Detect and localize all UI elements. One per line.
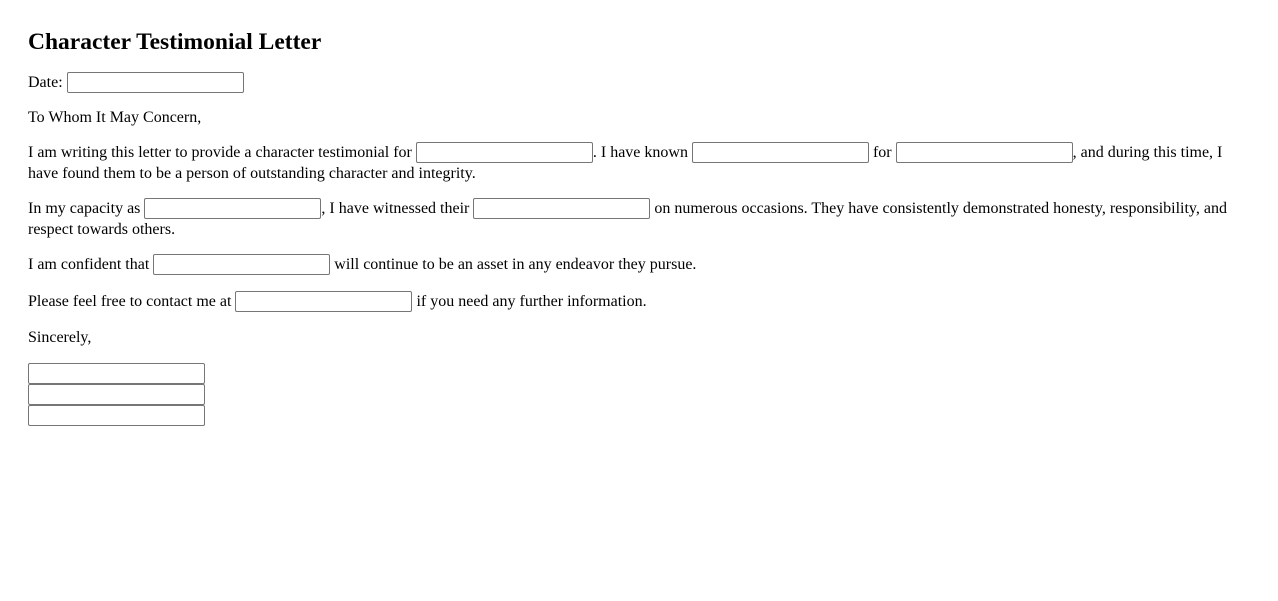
signature-block [28,363,205,426]
signature-name-input[interactable] [28,363,205,384]
duration-input[interactable] [896,142,1073,163]
relationship-input[interactable] [692,142,869,163]
closing: Sincerely, [28,329,92,346]
capacity-paragraph [28,199,1250,240]
contact-text-2: if you need any further information. [416,293,647,311]
salutation: To Whom It May Concern, [28,109,202,126]
intro-paragraph [28,143,1250,184]
intro-text-4: , and during this time, I have found them to be a person of outstanding character and integrity. [28,144,1223,182]
date-label: Date: [28,74,63,92]
capacity-text-3: on numerous occasions. They have consistently demonstrated honesty, responsibility, and respect towards others. [28,200,1227,238]
confidence-text-1: I am confident that [28,256,150,274]
date-input[interactable] [67,72,244,93]
confidence-paragraph [28,255,1250,276]
contact-paragraph [28,292,1250,313]
subject-name-input[interactable] [416,142,593,163]
date-line [28,73,1250,94]
intro-text-1: I am writing this letter to provide a character testimonial for [28,144,412,162]
confidence-subject-input[interactable] [153,254,330,275]
intro-text-3: for [872,144,892,162]
signature-title-input[interactable] [28,384,205,405]
capacity-text-1: In my capacity as [28,200,141,218]
intro-text-2: . I have known [592,144,688,162]
contact-text-1: Please feel free to contact me at [28,293,232,311]
capacity-text-2: , I have witnessed their [321,200,470,218]
page-title: Character Testimonial Letter [28,29,322,55]
contact-info-input[interactable] [235,291,412,312]
signature-organization-input[interactable] [28,405,205,426]
confidence-text-2: will continue to be an asset in any endeavor they pursue. [334,256,697,274]
qualities-input[interactable] [473,198,650,219]
role-input[interactable] [144,198,321,219]
